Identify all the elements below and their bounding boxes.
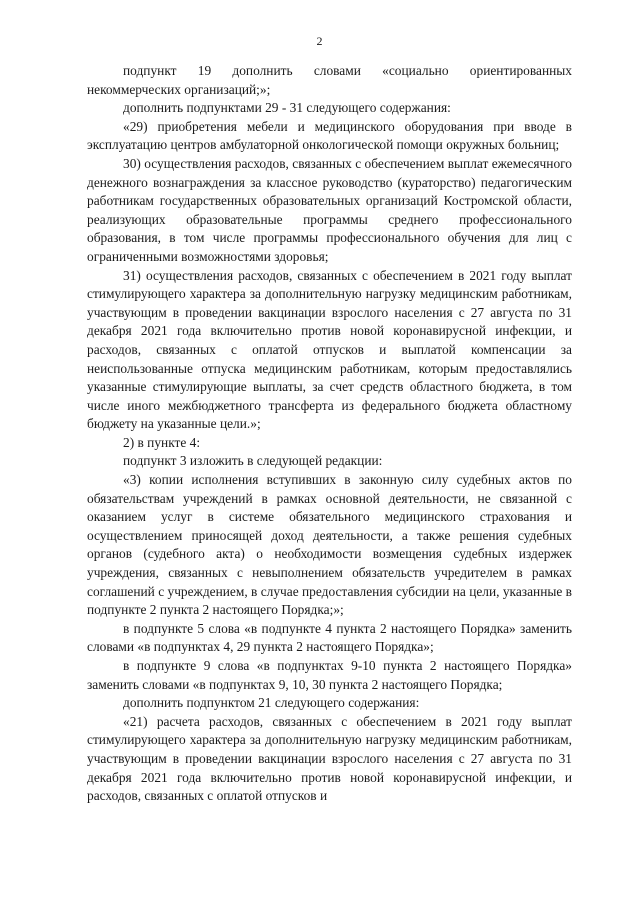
paragraph-add-subpoint-21: дополнить подпунктом 21 следующего содержания: (123, 695, 420, 711)
paragraph-item-29: «29) приобретения мебели и медицинского оборудования при вводе в эксплуатацию центров амбулаторной онкологической помощи окружных больниц; (87, 118, 572, 153)
paragraph-subpoint-3-intro: подпункт 3 изложить в следующей редакции: (123, 453, 383, 469)
paragraph-subpoint-5: в подпункте 5 слова «в подпункте 4 пункта 2 настоящего Порядка» заменить словами «в подпунктах 4, 29 пункта 2 настоящего Порядка»; (87, 620, 572, 655)
paragraph-subpoint-19: подпункт 19 дополнить словами «социально ориентированных некоммерческих организаций;»; (87, 63, 572, 97)
paragraph-add-subpoints-29-31: дополнить подпунктами 29 - 31 следующего содержания: (123, 100, 451, 116)
paragraph-item-30: 30) осуществления расходов, связанных с обеспечением выплат ежемесячного денежного вознаграждения за классное руководство (кураторство) педагогическим работникам государственных образовательных организаций Костромской области, реализующих образовательные программы среднего профессионального образования, в том числе программы профессионального обучения для лиц с ограниченными возможностями здоровья; (87, 155, 572, 264)
paragraph-subpoint-3-text: «3) копии исполнения вступивших в законную силу судебных актов по обязательствам учреждений в рамках основной деятельности, не связанной с оказанием услуг в системе обязательного медицинского страхования и осуществлением приносящей доход деятельности, а также решения судебных органов (судебного акта) о необходимости возмещения судебных издержек учреждения, связанных с невыполнением обязательств учредителем в рамках соглашений с учреждением, в случае предоставления субсидии на цели, указанные в подпункте 2 пункта 2 настоящего Порядка;»; (87, 472, 572, 618)
page-number: 2 (316, 34, 323, 48)
paragraph-point-4: 2) в пункте 4: (123, 434, 201, 450)
document-body (87, 62, 572, 806)
paragraph-subpoint-9: в подпункте 9 слова «в подпунктах 9-10 пункта 2 настоящего Порядка» заменить словами «в подпунктах 9, 10, 30 пункта 2 настоящего Порядка; (87, 658, 572, 692)
paragraph-item-21: «21) расчета расходов, связанных с обеспечением в 2021 году выплат стимулирующего характера за дополнительную нагрузку медицинским работникам, участвующим в проведении вакцинации взрослого населения с 27 августа по 31 декабря 2021 года включительно против новой коронавирусной инфекции, и расходов, связанных с оплатой отпусков и (87, 713, 572, 804)
paragraph-item-31: 31) осуществления расходов, связанных с обеспечением в 2021 году выплат стимулирующего характера за дополнительную нагрузку медицинским работникам, участвующим в проведении вакцинации взрослого населения с 27 августа по 31 декабря 2021 года включительно против новой коронавирусной инфекции, и расходов, связанных с оплатой отпусков и выплатой компенсации за неиспользованные отпуска медицинским работникам, которым предоставлялись указанные стимулирующие выплаты, за счет средств областного бюджета, в том числе иного межбюджетного трансферта из федерального бюджета областному бюджету на указанные цели.»; (87, 267, 572, 432)
